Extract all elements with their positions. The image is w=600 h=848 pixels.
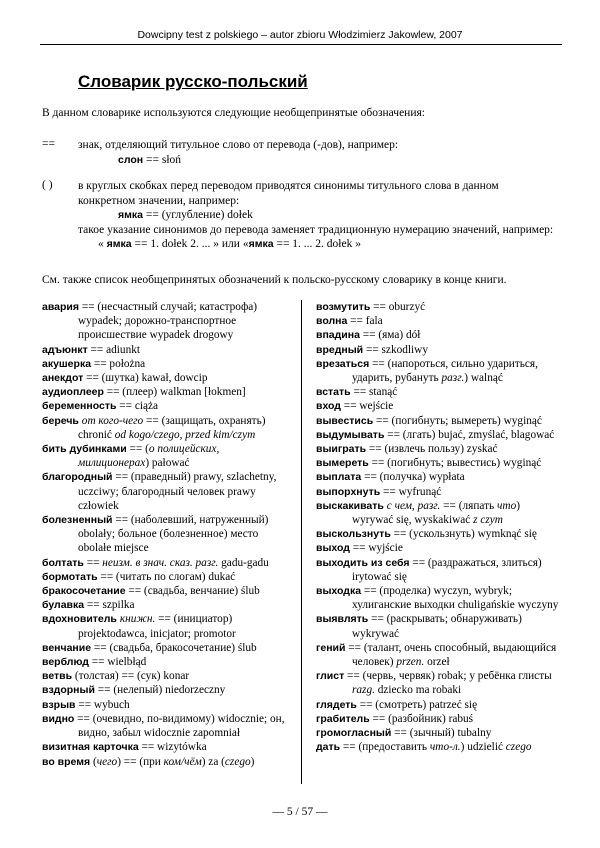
entry-text: == (червь, червяк) robak; у ребёнка глисты — [344, 670, 552, 683]
entry-headword: бить дубинками — [42, 443, 127, 456]
entry-headword: вздорный — [42, 684, 95, 697]
entry-headword: во время — [42, 755, 91, 768]
entry-text: ) wyrywać się, wyskakiwać — [352, 499, 520, 527]
entry-headword: анекдот — [42, 372, 84, 385]
entry-note: что — [497, 499, 517, 512]
header-rule — [40, 44, 562, 45]
entry-headword: акушерка — [42, 357, 92, 370]
entry-note: неизм. в знач. сказ. разг. — [102, 556, 219, 569]
entry-text: ) za ( — [201, 755, 225, 768]
entry-headword: вход — [316, 400, 341, 413]
dictionary-entry — [42, 357, 292, 371]
dictionary-entry — [42, 442, 292, 470]
dictionary-entry — [316, 499, 564, 527]
dictionary-entry — [316, 414, 564, 428]
dictionary-entry — [316, 343, 564, 357]
entry-headword: грабитель — [316, 712, 370, 725]
legend-paren-text: в круглых скобках перед переводом приводятся синонимы титульного слова в данном конкретном значении, например: — [78, 180, 499, 207]
entry-text: == (инициатор) projektodawca, inicjator; promotor — [78, 613, 236, 640]
dictionary-entry — [316, 698, 564, 712]
entry-text: == (несчастный случай; катастрофа) wypadek; дорожно-транспортное происшествие wypadek drogowy — [78, 301, 258, 342]
dictionary-entry — [42, 712, 292, 740]
dictionary-entry — [316, 385, 564, 399]
dictionary-entry — [316, 470, 564, 484]
entry-headword: булавка — [42, 599, 85, 612]
dictionary-entry — [42, 598, 292, 612]
dictionary-entry — [316, 328, 564, 342]
entry-headword: адъюнкт — [42, 343, 88, 356]
dictionary-entry — [316, 641, 564, 669]
entry-text: == — [83, 556, 103, 569]
dictionary-entry — [42, 556, 292, 570]
entry-text: == (зычный) tubalny — [391, 727, 492, 740]
entry-text: == adiunkt — [87, 343, 141, 356]
legend-paren-example-2 — [78, 237, 558, 252]
entry-headword: глист — [316, 670, 345, 683]
entry-headword: глядеть — [316, 698, 357, 711]
entry-text: == (шутка) kawał, dowcip — [83, 372, 208, 385]
entry-headword: выходить из себя — [316, 556, 410, 569]
legend-paren-text-2: такое указание синонимов до перевода заменяет традиционную нумерацию значений, например: — [78, 223, 554, 236]
entry-headword: бракосочетание — [42, 585, 126, 598]
dictionary-entry — [316, 726, 564, 740]
entry-headword: венчание — [42, 641, 92, 654]
entry-text: == (напороться, сильно удариться, ударить, рубануть — [352, 357, 538, 385]
entry-headword: выплата — [316, 471, 362, 484]
dictionary-entry — [316, 527, 564, 541]
entry-note: przen. — [396, 656, 425, 669]
entry-headword: ветвь — [42, 670, 73, 683]
dictionary-entry — [316, 314, 564, 328]
entry-text: ) pałować — [145, 457, 190, 470]
entry-note: книжн. — [119, 613, 156, 626]
legend-eq-example — [78, 153, 558, 168]
dictionary-entry — [316, 712, 564, 726]
entry-text: ) == (при — [117, 755, 164, 768]
dictionary-entry — [42, 655, 292, 669]
dictionary-entry — [316, 541, 564, 555]
entry-headword: верблюд — [42, 656, 89, 669]
entry-headword: волна — [316, 315, 348, 328]
entry-text: == (талант, очень способный, выдающийся человек) — [345, 641, 557, 669]
entry-headword: выдумывать — [316, 428, 385, 441]
entry-note: от кого-чего — [81, 414, 144, 427]
entry-text: == wybuch — [75, 698, 130, 711]
dictionary-entry — [42, 612, 292, 640]
dictionary-entry — [316, 357, 564, 385]
dictionary-entry — [42, 300, 292, 343]
dictionary-entry — [42, 399, 292, 413]
entry-headword: беречь — [42, 414, 82, 427]
entry-text: == (свадьба, венчание) ślub — [125, 585, 260, 598]
entry-note: razg. — [352, 684, 375, 697]
entry-note: ком/чём — [163, 755, 202, 768]
entry-text: == (праведный) prawy, szlachetny, uczciwy; благородный человек prawy człowiek — [78, 471, 277, 512]
entry-text: == ( — [126, 443, 149, 456]
entry-headword: выход — [316, 542, 350, 555]
entry-headword: выскользнуть — [316, 528, 391, 541]
dictionary-entry — [316, 442, 564, 456]
entry-text: orzeł — [424, 656, 450, 669]
dictionary-entry — [42, 669, 292, 683]
legend-paren-symbol: ( ) — [42, 179, 53, 191]
entry-text: == ciąża — [116, 400, 159, 413]
entry-headword: аудиоплеер — [42, 386, 104, 399]
example-headword: ямка — [106, 238, 132, 250]
see-also-note: См. также список необщепринятых обозначений к польско-русскому словарику в конце книги. — [42, 274, 507, 286]
legend-eq-text: знак, отделяющий титульное слово от перевода (-дов), например: — [78, 139, 399, 151]
entry-headword: громогласный — [316, 727, 392, 740]
entry-text: ) — [250, 755, 255, 768]
dictionary-entry — [316, 428, 564, 442]
intro-text: В данном словарике используются следующие необщепринятые обозначения: — [42, 107, 425, 119]
entry-headword: выявлять — [316, 613, 369, 626]
dictionary-entry — [42, 343, 292, 357]
running-header: Dowcipny test z polskiego – autor zbioru Włodzimierz Jakowlew, 2007 — [137, 29, 463, 41]
entry-headword: беременность — [42, 400, 117, 413]
entry-headword: выпорхнуть — [316, 485, 381, 498]
entry-headword: врезаться — [316, 357, 370, 370]
entry-note: о полицейских, милиционерах — [78, 443, 220, 470]
entry-text: == (проделка) wyczyn, wybryk; хулиганские выходки chuligańskie wyczyny — [352, 585, 559, 612]
example-headword: ямка — [248, 238, 274, 250]
dictionary-entry — [316, 556, 564, 584]
entry-text: ( — [90, 755, 97, 768]
entry-headword: болтать — [42, 556, 84, 569]
entry-text: == wizytówka — [138, 741, 207, 754]
entry-text: == (свадьба, бракосочетание) ślub — [91, 641, 257, 654]
dictionary-entry — [42, 584, 292, 598]
entry-headword: вредный — [316, 343, 364, 356]
entry-headword: взрыв — [42, 698, 76, 711]
entry-note: разг. — [441, 372, 465, 385]
entry-text: == (предоставить — [340, 741, 430, 754]
entry-text: == wejście — [340, 400, 394, 413]
entry-headword: выходка — [316, 585, 362, 598]
dictionary-entry — [42, 371, 292, 385]
dictionary-entry — [42, 698, 292, 712]
entry-text: == (разбойник) rabuś — [369, 712, 474, 725]
dictionary-entry — [316, 669, 564, 697]
page-title: Словарик русско-польский — [78, 72, 308, 91]
entry-headword: бормотать — [42, 570, 98, 583]
legend-paren-example — [78, 208, 558, 223]
entry-headword: визитная карточка — [42, 741, 139, 754]
entry-text: == (защищать, охранять) chronić — [78, 414, 266, 441]
dictionary-entry — [42, 570, 292, 584]
entry-headword: встать — [316, 386, 351, 399]
dictionary-entry — [316, 584, 564, 612]
entry-text: == fala — [347, 315, 383, 328]
dictionary-entry — [42, 641, 292, 655]
dictionary-entry — [42, 683, 292, 697]
entry-text: gadu-gadu — [218, 556, 269, 569]
entry-text: (толстая) == (сук) konar — [72, 670, 190, 683]
entry-text: == (раздражаться, злиться) irytować się — [352, 556, 542, 583]
entry-headword: вывестись — [316, 414, 374, 427]
entry-text: == wielbłąd — [88, 656, 147, 669]
entry-text: == (читать по слогам) dukać — [97, 570, 236, 583]
example-translation: == słoń — [143, 153, 182, 166]
entry-text: == (раскрывать; обнаруживать) wykrywać — [352, 613, 522, 640]
entry-text: == (яма) dół — [359, 329, 421, 342]
entry-headword: впадина — [316, 329, 360, 342]
entry-headword: выскакивать — [316, 499, 387, 512]
entry-headword: дать — [316, 741, 341, 754]
entry-text: ) walnąć — [464, 372, 503, 385]
example-text: « — [98, 238, 107, 250]
legend-eq-block — [78, 138, 558, 167]
entry-note: od kogo/czego, przed kim/czym — [114, 428, 256, 441]
dictionary-entry — [42, 513, 292, 556]
entry-text: == wyfrunąć — [380, 485, 442, 498]
example-headword: слон — [118, 153, 144, 166]
entry-text: == (получка) wypłata — [361, 471, 465, 484]
entry-text: == stanąć — [350, 386, 398, 399]
example-translation: == (углубление) dołek — [143, 209, 253, 221]
entry-headword: возмутить — [316, 301, 371, 313]
example-text: == 1. ... 2. dołek » — [273, 238, 361, 250]
entry-text: == (ускользнуть) wymknąć się — [390, 528, 537, 541]
entry-text: ) udzielić — [460, 741, 506, 754]
page-number: — 5 / 57 — — [272, 806, 328, 818]
example-text: == 1. dołek 2. ... » или « — [131, 238, 249, 250]
dictionary-entry — [42, 470, 292, 513]
entry-text: dziecko ma robaki — [374, 684, 462, 697]
entry-text: == (лгать) bujać, zmyślać, blagować — [384, 428, 555, 441]
entry-note: что-л. — [429, 741, 461, 754]
entry-headword: выиграть — [316, 443, 367, 456]
entry-text: == (плеер) walkman [łokmen] — [103, 386, 246, 399]
dictionary-entry — [42, 755, 292, 769]
entry-note: чего — [96, 755, 118, 768]
entry-note: czego — [505, 741, 532, 754]
entry-headword: благородный — [42, 471, 113, 484]
entry-headword: вымереть — [316, 457, 369, 470]
entry-text: == (наболевший, натруженный) obolały; больное (болезненное) место obolałe miejsce — [78, 514, 269, 555]
dictionary-entry — [42, 740, 292, 754]
entry-headword: видно — [42, 712, 75, 725]
example-headword: ямка — [118, 209, 143, 221]
entry-text: == szpilka — [84, 599, 135, 612]
entry-text: == (погибнуть; вывестись) wyginąć — [368, 457, 542, 470]
entry-text: == (извлечь пользу) zyskać — [366, 443, 498, 456]
dictionary-column-right — [316, 300, 564, 755]
dictionary-entry — [316, 456, 564, 470]
entry-text: == (погибнуть; вымереть) wyginąć — [373, 414, 542, 427]
legend-eq-symbol: == — [42, 138, 55, 150]
column-divider — [301, 300, 302, 784]
dictionary-entry — [316, 485, 564, 499]
dictionary-entry — [42, 414, 292, 442]
entry-text: == położna — [91, 357, 146, 370]
dictionary-entry — [42, 385, 292, 399]
entry-text: == (очевидно, по-видимому) widocznie; он, видно, забыл widocznie zapomniał — [74, 712, 285, 740]
entry-note: с чем, разг. — [386, 499, 441, 512]
legend-paren-block — [78, 179, 558, 252]
entry-text: == wyjście — [349, 542, 403, 555]
entry-text: == (смотреть) patrzeć się — [356, 698, 478, 711]
entry-headword: вдохновитель — [42, 613, 120, 626]
entry-note: z czym — [473, 514, 503, 527]
entry-text: == (нелепый) niedorzeczny — [94, 684, 226, 697]
dictionary-entry — [316, 740, 564, 754]
entry-note: czego — [224, 755, 251, 768]
dictionary-entry — [316, 399, 564, 413]
dictionary-entry — [316, 300, 564, 314]
dictionary-entry — [316, 612, 564, 640]
entry-text: == szkodliwy — [363, 343, 428, 356]
dictionary-column-left — [42, 300, 292, 769]
entry-text: == (ляпать — [440, 499, 498, 512]
entry-headword: болезненный — [42, 514, 113, 527]
entry-headword: авария — [42, 301, 79, 313]
entry-headword: гений — [316, 641, 346, 654]
entry-text: == oburzyć — [370, 301, 426, 313]
